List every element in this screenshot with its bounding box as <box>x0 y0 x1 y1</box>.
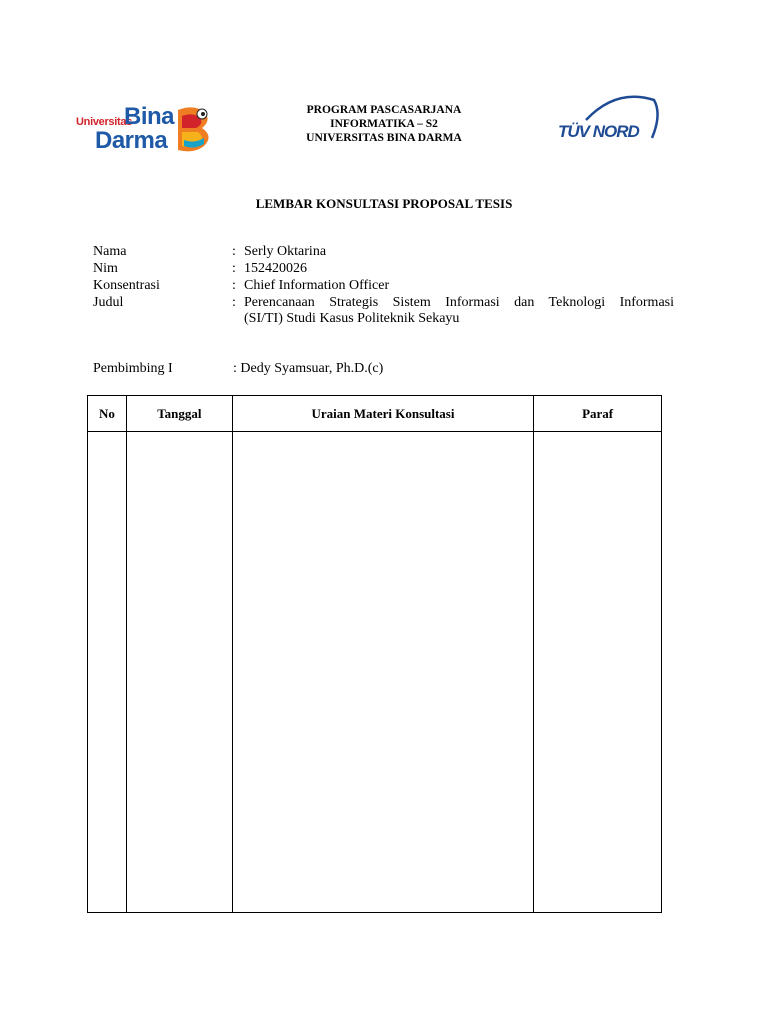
nim-label: Nim <box>93 261 118 276</box>
nama-colon: : <box>232 244 236 259</box>
cell-uraian[interactable] <box>232 432 533 913</box>
bina-darma-logo <box>74 100 214 155</box>
judul-value-line1: Perencanaan Strategis Sistem Informasi dan Teknologi Informasi <box>244 295 674 310</box>
nama-value: Serly Oktarina <box>244 244 327 259</box>
judul-colon: : <box>232 295 236 310</box>
nim-colon: : <box>232 261 236 276</box>
judul-label: Judul <box>93 295 124 310</box>
tuv-nord-text: TÜV NORD <box>558 122 639 141</box>
judul-value-line2: (SI/TI) Studi Kasus Politeknik Sekayu <box>244 311 460 326</box>
cell-no[interactable] <box>88 432 127 913</box>
header-informatika: INFORMATIKA – S2 <box>330 118 438 130</box>
judul-value <box>244 295 674 327</box>
logo-darma-text: Darma <box>95 127 168 154</box>
nama-label: Nama <box>93 244 127 259</box>
header-universitas: UNIVERSITAS BINA DARMA <box>306 132 462 144</box>
page-title: LEMBAR KONSULTASI PROPOSAL TESIS <box>255 196 513 211</box>
header-uraian: Uraian Materi Konsultasi <box>232 396 533 432</box>
consultation-table <box>87 395 662 913</box>
konsentrasi-label: Konsentrasi <box>93 278 160 293</box>
tuv-nord-logo <box>556 94 662 150</box>
cell-tanggal[interactable] <box>126 432 232 913</box>
logo-universitas-text: Universitas <box>76 116 133 128</box>
table-row <box>88 432 662 913</box>
konsentrasi-colon: : <box>232 278 236 293</box>
logo-bina-text: Bina <box>124 103 175 130</box>
pembimbing-value: : Dedy Syamsuar, Ph.D.(c) <box>233 361 384 376</box>
header-tanggal: Tanggal <box>126 396 232 432</box>
pembimbing-label: Pembimbing I <box>93 361 173 376</box>
header-program: PROGRAM PASCASARJANA <box>306 104 462 116</box>
header-no: No <box>88 396 127 432</box>
cell-paraf[interactable] <box>534 432 662 913</box>
nim-value: 152420026 <box>244 261 307 276</box>
table-header-row <box>88 396 662 432</box>
header-paraf: Paraf <box>534 396 662 432</box>
konsentrasi-value: Chief Information Officer <box>244 278 390 293</box>
bina-darma-mascot-icon <box>174 104 214 154</box>
institution-header <box>234 103 534 145</box>
